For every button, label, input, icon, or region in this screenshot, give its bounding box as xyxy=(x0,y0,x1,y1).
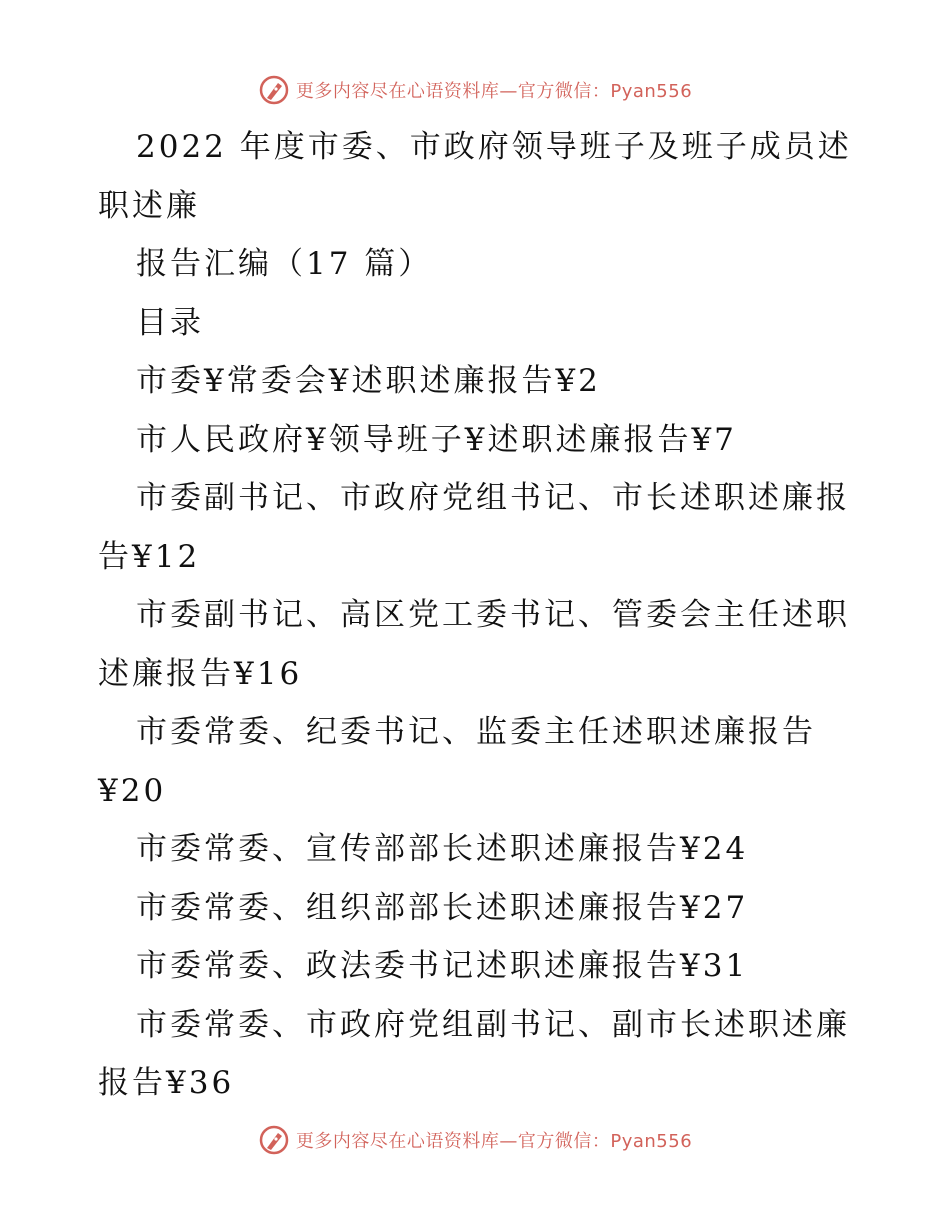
document-line: 市委常委、市政府党组副书记、副市长述职述廉 xyxy=(136,1006,850,1043)
document-line: 市委常委、组织部部长述职述廉报告¥27 xyxy=(136,889,749,926)
document-line: 市委常委、宣传部部长述职述廉报告¥24 xyxy=(136,831,749,867)
document-line: 告¥12 xyxy=(98,538,201,575)
document-body xyxy=(98,118,858,1113)
document-line: 2022 年度市委、市政府领导班子及班子成员述 xyxy=(136,129,852,165)
document-line: 市委¥常委会¥述职述廉报告¥2 xyxy=(136,363,601,399)
document-line: 报告¥36 xyxy=(98,1065,235,1101)
document-line: 市委常委、政法委书记述职述廉报告¥31 xyxy=(136,948,749,984)
watermark-footer xyxy=(0,1120,950,1160)
document-line: 职述廉 xyxy=(98,187,200,224)
document-line: 市委常委、纪委书记、监委主任述职述廉报告 xyxy=(136,714,816,750)
document-line: 述廉报告¥16 xyxy=(98,655,303,692)
document-line: 市人民政府¥领导班子¥述职述廉报告¥7 xyxy=(136,421,737,458)
pen-nib-logo-icon xyxy=(258,74,290,106)
document-line: 市委副书记、市政府党组书记、市长述职述廉报 xyxy=(136,480,850,516)
document-line: 市委副书记、高区党工委书记、管委会主任述职 xyxy=(136,597,850,633)
pen-nib-logo-icon xyxy=(258,1124,290,1156)
document-line: 目录 xyxy=(136,304,204,341)
watermark-header xyxy=(0,70,950,110)
watermark-text: 更多内容尽在心语资料库—官方微信：Pyan556 xyxy=(295,81,693,102)
watermark-text: 更多内容尽在心语资料库—官方微信：Pyan556 xyxy=(295,1131,693,1152)
document-line: 报告汇编（17 篇） xyxy=(136,246,433,282)
document-line: ¥20 xyxy=(98,772,167,809)
